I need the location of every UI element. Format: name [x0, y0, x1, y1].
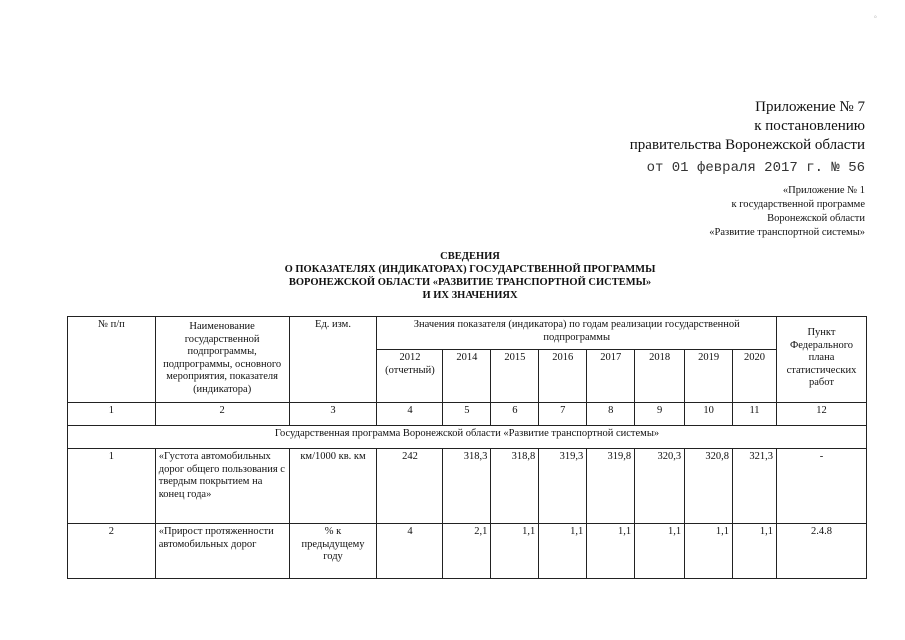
sub-appendix-line2: к государственной программе	[731, 199, 865, 210]
header-num: № п/п	[68, 317, 156, 403]
column-number: 2	[155, 403, 289, 426]
header-name: Наименование государственной подпрограммы, подпрограммы, основного мероприятия, показателя (индикатора)	[155, 317, 289, 403]
row-value: 1,1	[685, 524, 733, 579]
column-numbers-row	[68, 403, 867, 426]
column-number: 3	[289, 403, 377, 426]
row-fed: -	[776, 449, 866, 524]
table-row	[68, 449, 867, 524]
header-values: Значения показателя (индикатора) по годам реализации государственной подпрограммы	[377, 317, 777, 350]
section-title: Государственная программа Воронежской области «Развитие транспортной системы»	[68, 426, 867, 449]
header-row	[68, 317, 867, 350]
sub-appendix-line3: Воронежской области	[767, 213, 865, 224]
header-fed: Пункт Федерального плана статистических работ	[776, 317, 866, 403]
row-value: 2,1	[443, 524, 491, 579]
column-number: 1	[68, 403, 156, 426]
row-value: 1,1	[539, 524, 587, 579]
title-line4: И ИХ ЗНАЧЕНИЯХ	[422, 290, 518, 301]
header-unit: Ед. изм.	[289, 317, 377, 403]
sub-appendix-line4: «Развитие транспортной системы»	[709, 227, 865, 238]
column-number: 6	[491, 403, 539, 426]
year-cell: 2012 (отчетный)	[377, 350, 443, 403]
row-name: «Прирост протяженности автомобильных дорог	[155, 524, 289, 579]
row-value: 320,3	[635, 449, 685, 524]
year-cell: 2020	[733, 350, 777, 403]
column-number: 4	[377, 403, 443, 426]
year-cell: 2018	[635, 350, 685, 403]
indicators-table	[67, 316, 867, 579]
appendix-stamp: от 01 февраля 2017 г. № 56	[646, 160, 865, 176]
title-line1: СВЕДЕНИЯ	[440, 251, 500, 262]
row-fed: 2.4.8	[776, 524, 866, 579]
row-value: 320,8	[685, 449, 733, 524]
year-cell: 2017	[587, 350, 635, 403]
document-title	[230, 250, 710, 302]
row-value: 1,1	[587, 524, 635, 579]
scan-mark: °	[873, 14, 877, 23]
row-value: 318,3	[443, 449, 491, 524]
row-num: 2	[68, 524, 156, 579]
appendix-line3: правительства Воронежской области	[629, 137, 865, 153]
appendix-line1: Приложение № 7	[755, 99, 865, 115]
section-row	[68, 426, 867, 449]
row-value: 319,3	[539, 449, 587, 524]
row-value: 4	[377, 524, 443, 579]
column-number: 5	[443, 403, 491, 426]
year-cell: 2014	[443, 350, 491, 403]
year-cell: 2015	[491, 350, 539, 403]
row-value: 1,1	[635, 524, 685, 579]
appendix-block	[630, 98, 865, 178]
row-value: 321,3	[733, 449, 777, 524]
appendix-line2: к постановлению	[754, 118, 865, 134]
row-value: 1,1	[491, 524, 539, 579]
column-number: 8	[587, 403, 635, 426]
title-line3: ВОРОНЕЖСКОЙ ОБЛАСТИ «РАЗВИТИЕ ТРАНСПОРТНОЙ СИСТЕМЫ»	[288, 277, 652, 288]
column-number: 10	[685, 403, 733, 426]
row-value: 1,1	[733, 524, 777, 579]
table-row	[68, 524, 867, 579]
column-number: 11	[733, 403, 777, 426]
row-value: 319,8	[587, 449, 635, 524]
row-num: 1	[68, 449, 156, 524]
year-cell: 2019	[685, 350, 733, 403]
title-line2: О ПОКАЗАТЕЛЯХ (ИНДИКАТОРАХ) ГОСУДАРСТВЕННОЙ ПРОГРАММЫ	[284, 264, 656, 275]
year-cell: 2016	[539, 350, 587, 403]
row-value: 242	[377, 449, 443, 524]
row-name: «Густота автомобильных дорог общего пользования с твердым покрытием на конец года»	[155, 449, 289, 524]
column-number: 12	[776, 403, 866, 426]
column-number: 9	[635, 403, 685, 426]
column-number: 7	[539, 403, 587, 426]
sub-appendix-line1: «Приложение № 1	[782, 185, 865, 196]
row-unit: % к предыдущему году	[289, 524, 377, 579]
sub-appendix-block	[709, 184, 865, 240]
row-unit: км/1000 кв. км	[289, 449, 377, 524]
row-value: 318,8	[491, 449, 539, 524]
